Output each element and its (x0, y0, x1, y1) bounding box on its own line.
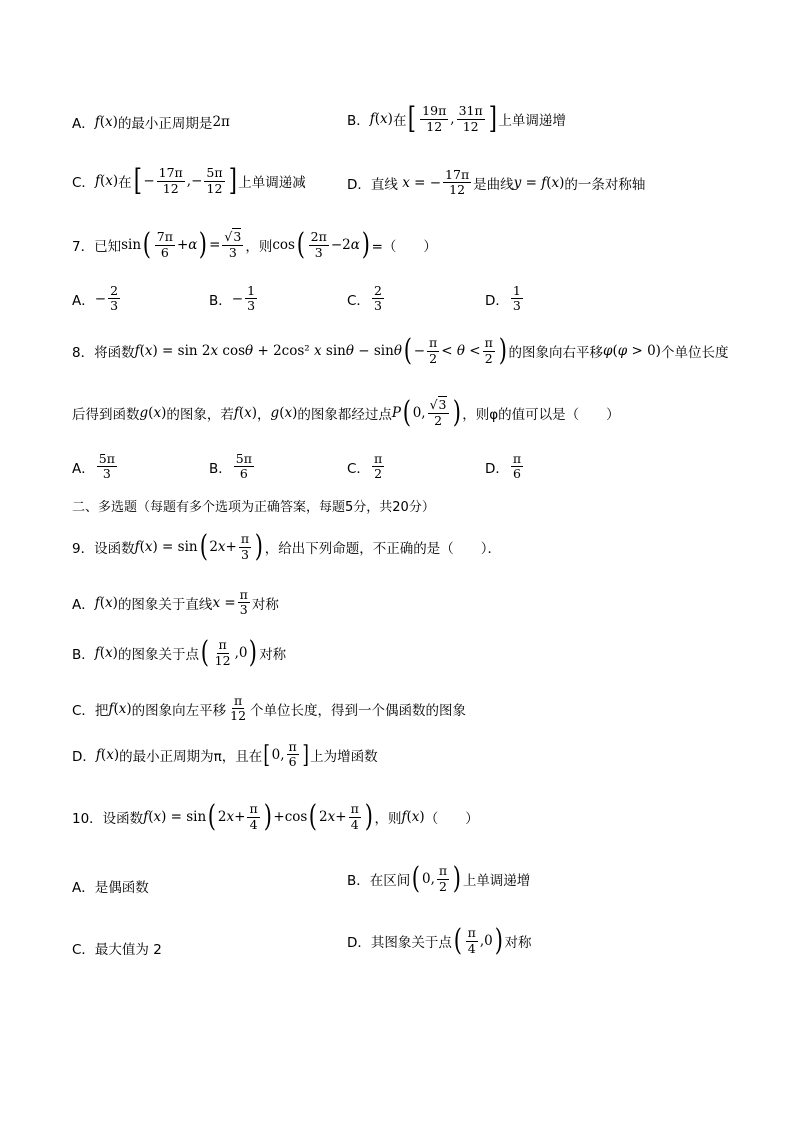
q8-stem-line1: 8．将函数 f ( x ) = sin 2 x cos θ + 2cos² x sin θ − sin θ ( − $\frac{\pi}{2}$ < θ < $\frac{\pi}{2}$ ) 的图象向右平移 φ ( φ > 0) 个单位长度 (72, 333, 729, 368)
q9-option-d[interactable]: D． f ( x ) 的最小正周期为π，且在 [ 0, $\frac{\pi}{6}$ ] 上为增函数 (72, 739, 378, 770)
q7-option-d[interactable]: D． $\frac{1}{3}$ (485, 283, 521, 314)
q6-option-b[interactable]: B． f ( x ) 在 [ $\frac{19\pi}{12}$ , $\frac{31\pi}{12}$ ] 上单调递增 (347, 101, 566, 136)
q10-option-c[interactable]: C．最大值为 2 (72, 942, 162, 958)
section-heading: 二、多选题（每题有多个选项为正确答案，每题5分，共20分） (72, 500, 435, 515)
q7-option-c[interactable]: C． $\frac{2}{3}$ (347, 283, 382, 314)
q8-option-c[interactable]: C． $\frac{\pi}{2}$ (347, 451, 383, 482)
q8-stem-line2: 后得到函数 g ( x ) 的图象，若 f ( x ) ， g ( x ) 的图象都经过点 P ( 0, $\frac{√3}{2}$ ) ，则φ的值可以是（ ） (72, 395, 620, 430)
q8-option-a[interactable]: A． $\frac{5\pi}{3}$ (72, 451, 115, 482)
fx: f (94, 114, 100, 130)
q10-stem: 10．设函数 f ( x ) = sin ( 2 x + $\frac{\pi}{4}$ ) +cos ( 2 x + $\frac{\pi}{4}$ ) ，则 f ( x ) （ ） (72, 799, 479, 834)
q10-option-d[interactable]: D．其图象关于点 ( $\frac{\pi}{4}$ ,0 ) 对称 (347, 923, 532, 958)
frac: $\frac{31\pi}{12}$ (458, 103, 483, 134)
q9-stem: 9．设函数 f ( x ) = sin ( 2 x + $\frac{\pi}{3}$ ) ，给出下列命题，不正确的是（ ）． (72, 529, 502, 564)
q7-option-a[interactable]: A． − $\frac{2}{3}$ (72, 283, 119, 314)
q7-option-b[interactable]: B． − $\frac{1}{3}$ (209, 283, 256, 314)
q7-stem: 7．已知 sin ( $\frac{7\pi}{6}$ + α ) = $\frac{√3}{3}$ ，则 cos ( $\frac{2\pi}{3}$ −2 α ) =（ ） (72, 227, 437, 262)
q8-option-b[interactable]: B． $\frac{5\pi}{6}$ (209, 451, 252, 482)
q9-option-b[interactable]: B． f ( x ) 的图象关于点 ( $\frac{\pi}{12}$ ,0 ) 对称 (72, 635, 287, 670)
q9-option-c[interactable]: C．把 f ( x ) 的图象向左平移 $\frac{\pi}{12}$ 个单位长度，得到一个偶函数的图象 (72, 693, 467, 724)
q6-option-d[interactable]: D． 直线 x = − $\frac{17\pi}{12}$ 是曲线 y = f ( x ) 的一条对称轴 (347, 167, 646, 198)
frac: $\frac{19\pi}{12}$ (422, 103, 447, 134)
q8-option-d[interactable]: D． $\frac{\pi}{6}$ (485, 451, 522, 482)
q10-option-b[interactable]: B．在区间 ( 0, $\frac{\pi}{2}$ ) 上单调递增 (347, 861, 531, 896)
q6-option-c[interactable]: C． f ( x ) 在 [ − $\frac{17\pi}{12}$ ,− $\frac{5\pi}{12}$ ] 上单调递减 (72, 163, 306, 198)
q10-option-a[interactable]: A．是偶函数 (72, 880, 149, 896)
q9-option-a[interactable]: A． f ( x ) 的图象关于直线 x = $\frac{\pi}{3}$ 对称 (72, 587, 279, 618)
q6-option-a[interactable]: A． f ( x ) 的最小正周期是 2π (72, 114, 230, 132)
